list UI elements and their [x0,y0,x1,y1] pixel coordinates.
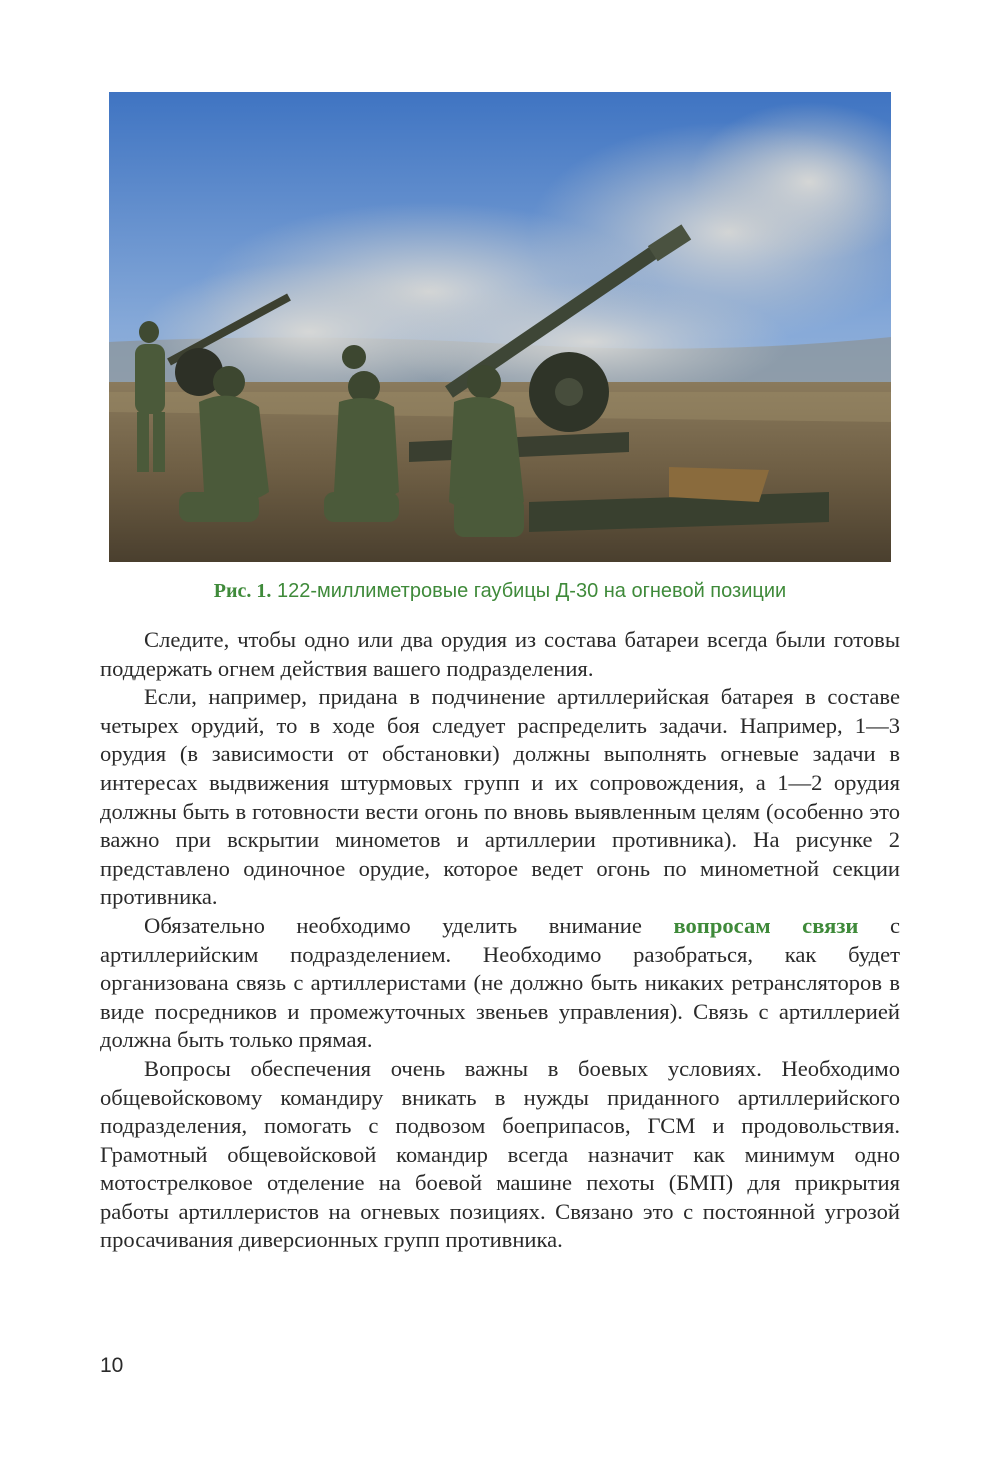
figure-photo [109,92,891,562]
paragraph: Следите, чтобы одно или два орудия из состава батареи всегда были готовы поддержать огнем действия вашего подразделения. [100,627,900,681]
body-text [100,626,900,1255]
page-number: 10 [100,1354,124,1377]
paragraph-text: Обязательно необходимо уделить внимание [144,912,674,938]
paragraph: Если, например, придана в подчинение артиллерийская батарея в составе четырех орудий, то в ходе боя следует распределить задачи. Например, 1—3 орудия (в зависимости от обстановки) должны выполнять огневые задачи в интересах выдвижения штурмовых групп и их сопровождения, а 1—2 орудия должны быть в готовности вести огонь по вновь выявленным целям (особенно это важно при вскрытии минометов и артиллерии противника). На рисунке 2 представлено одиночное орудие, которое ведет огонь по минометной секции противника. [100,684,900,910]
figure-caption-text: 122-миллиметровые гаубицы Д-30 на огневой позиции [276,580,787,602]
paragraph: Вопросы обеспечения очень важны в боевых условиях. Необходимо общевойсковому командиру вникать в нужды приданного артиллерийского подразделения, помогать с подвозом боеприпасов, ГСМ и продовольствия. Грамотный общевойсковой командир всегда назначит как минимум одно мотострелковое отделение на боевой машине пехоты (БМП) для прикрытия работы артиллеристов на огневых позициях. Связано это с постоянной угрозой просачивания диверсионных групп противника. [100,1055,900,1253]
figure-caption [100,580,900,603]
paragraph-text: с артиллерийским подразделением. Необходимо разобраться, как будет организована связь с артиллеристами (не должно быть никаких ретрансляторов в виде посредников и промежуточных звеньев управления). Связь с артиллерией должна быть только прямая. [100,912,900,1053]
highlighted-term: вопросам связи [673,912,859,938]
figure-label: Рис. 1. [213,580,272,602]
paragraph [100,912,900,1055]
